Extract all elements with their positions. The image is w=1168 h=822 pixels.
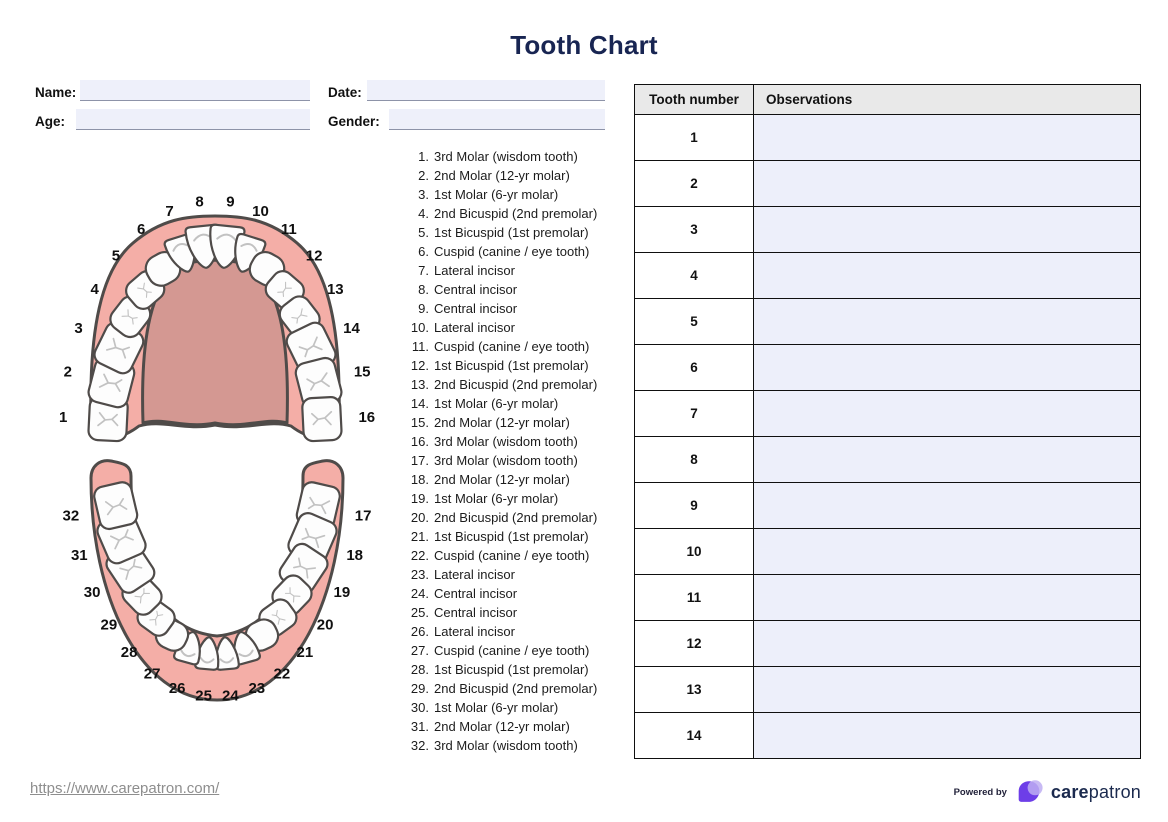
- tooth-key-item: [407, 736, 597, 755]
- tooth-key-number: 29.: [410, 681, 429, 696]
- tooth-key-name: Cuspid (canine / eye tooth): [434, 643, 590, 658]
- brand-wordmark: carepatron: [1050, 781, 1141, 802]
- tooth-key-number: 24.: [410, 586, 429, 601]
- tooth-key-name: 1st Bicuspid (1st premolar): [434, 225, 589, 240]
- tooth-number-label-21: 21: [296, 643, 314, 661]
- tooth-key-number: 30.: [410, 700, 429, 715]
- tooth-key-name: 1st Bicuspid (1st premolar): [434, 662, 589, 677]
- tooth-key-number: 16.: [410, 434, 429, 449]
- tooth-key-item: [407, 508, 597, 527]
- tooth-number-cell: 12: [635, 621, 754, 667]
- carepatron-url-link[interactable]: https://www.carepatron.com/: [30, 780, 220, 797]
- tooth-key-item: [407, 546, 597, 565]
- tooth-number-cell: 13: [635, 667, 754, 713]
- tooth-key-name: Lateral incisor: [434, 263, 515, 278]
- tooth-key-name: Central incisor: [434, 586, 518, 601]
- tooth-number-cell: 1: [635, 115, 754, 161]
- observation-cell[interactable]: [754, 299, 1141, 345]
- tooth-key-number: 26.: [410, 624, 429, 639]
- table-row: [635, 621, 1141, 667]
- age-label: Age:: [35, 114, 65, 129]
- tooth-number-cell: 14: [635, 713, 754, 759]
- upper-arch: [59, 193, 375, 441]
- tooth-key-name: Cuspid (canine / eye tooth): [434, 339, 590, 354]
- tooth-key-item: [407, 356, 597, 375]
- tooth-number-header: Tooth number: [635, 85, 754, 115]
- tooth-number-cell: 11: [635, 575, 754, 621]
- table-header-row: [635, 85, 1141, 115]
- tooth-key-item: [407, 641, 597, 660]
- tooth-key-name: 2nd Molar (12-yr molar): [434, 168, 570, 183]
- tooth-key-item: [407, 261, 597, 280]
- tooth-key-name: 2nd Bicuspid (2nd premolar): [434, 206, 598, 221]
- tooth-number-label-18: 18: [346, 547, 364, 565]
- gender-label: Gender:: [328, 114, 380, 129]
- tooth-key-item: [407, 451, 597, 470]
- tooth-number-label-23: 23: [248, 679, 266, 697]
- tooth-key-item: [407, 280, 597, 299]
- tooth-key-number: 23.: [410, 567, 429, 582]
- tooth-key-name: 2nd Molar (12-yr molar): [434, 472, 570, 487]
- gender-input[interactable]: [389, 109, 605, 130]
- tooth-key-item: [407, 470, 597, 489]
- tooth-key-number: 7.: [418, 263, 429, 278]
- observation-cell[interactable]: [754, 437, 1141, 483]
- tooth-number-label-7: 7: [165, 202, 174, 220]
- tooth-key-item: [407, 565, 597, 584]
- tooth-number-label-13: 13: [326, 280, 344, 298]
- observation-cell[interactable]: [754, 115, 1141, 161]
- observation-cell[interactable]: [754, 575, 1141, 621]
- tooth-key-number: 12.: [410, 358, 429, 373]
- tooth-key-item: [407, 660, 597, 679]
- tooth-key-number: 1.: [418, 149, 429, 164]
- table-row: [635, 391, 1141, 437]
- tooth-number-label-22: 22: [273, 665, 291, 683]
- tooth-key-item: [407, 698, 597, 717]
- observation-cell[interactable]: [754, 391, 1141, 437]
- tooth-key-item: [407, 204, 597, 223]
- tooth-number-label-19: 19: [333, 583, 351, 601]
- tooth-number-label-26: 26: [168, 679, 186, 697]
- tooth-key-number: 2.: [418, 168, 429, 183]
- tooth-key-number: 10.: [410, 320, 429, 335]
- tooth-key-name: Cuspid (canine / eye tooth): [434, 244, 590, 259]
- tooth-key-item: [407, 394, 597, 413]
- tooth-key-number: 20.: [410, 510, 429, 525]
- tooth-key-number: 4.: [418, 206, 429, 221]
- tooth-number-label-31: 31: [70, 547, 88, 565]
- table-row: [635, 299, 1141, 345]
- tooth-diagram: [40, 188, 390, 723]
- tooth-key-number: 15.: [410, 415, 429, 430]
- tooth-key-number: 6.: [418, 244, 429, 259]
- tooth-key-number: 31.: [410, 719, 429, 734]
- tooth-key-name: 2nd Bicuspid (2nd premolar): [434, 510, 598, 525]
- tooth-key-item: [407, 717, 597, 736]
- tooth-key-item: [407, 299, 597, 318]
- tooth-number-label-3: 3: [74, 320, 83, 338]
- tooth-number-cell: 2: [635, 161, 754, 207]
- observation-cell[interactable]: [754, 529, 1141, 575]
- table-row: [635, 437, 1141, 483]
- age-input[interactable]: [76, 109, 310, 130]
- tooth-key-item: [407, 337, 597, 356]
- tooth-key-item: [407, 584, 597, 603]
- tooth-number-label-16: 16: [358, 409, 376, 427]
- name-input[interactable]: [80, 80, 310, 101]
- tooth-number-label-29: 29: [100, 616, 118, 634]
- observation-cell[interactable]: [754, 667, 1141, 713]
- tooth-key-item: [407, 185, 597, 204]
- tooth-number-label-20: 20: [316, 616, 334, 634]
- tooth-number-cell: 3: [635, 207, 754, 253]
- tooth-number-label-1: 1: [59, 409, 68, 427]
- tooth-key-number: 28.: [410, 662, 429, 677]
- tooth-number-label-28: 28: [120, 643, 138, 661]
- tooth-number-cell: 8: [635, 437, 754, 483]
- tooth-key-item: [407, 375, 597, 394]
- tooth-number-cell: 7: [635, 391, 754, 437]
- tooth-number-cell: 10: [635, 529, 754, 575]
- tooth-number-label-15: 15: [353, 363, 371, 381]
- tooth-key-item: [407, 413, 597, 432]
- table-row: [635, 667, 1141, 713]
- table-row: [635, 253, 1141, 299]
- tooth-number-cell: 6: [635, 345, 754, 391]
- tooth-16: [302, 397, 342, 442]
- page-title: Tooth Chart: [510, 30, 658, 60]
- tooth-key-name: 1st Molar (6-yr molar): [434, 396, 559, 411]
- tooth-key-name: 3rd Molar (wisdom tooth): [434, 453, 578, 468]
- tooth-key-name: 1st Molar (6-yr molar): [434, 187, 559, 202]
- tooth-key-item: [407, 489, 597, 508]
- table-row: [635, 575, 1141, 621]
- table-row: [635, 713, 1141, 759]
- tooth-key-name: Central incisor: [434, 301, 518, 316]
- tooth-key-name: 3rd Molar (wisdom tooth): [434, 434, 578, 449]
- tooth-number-label-4: 4: [90, 280, 99, 298]
- tooth-key-number: 25.: [410, 605, 429, 620]
- observation-cell[interactable]: [754, 253, 1141, 299]
- observation-cell[interactable]: [754, 345, 1141, 391]
- tooth-number-cell: 5: [635, 299, 754, 345]
- table-row: [635, 483, 1141, 529]
- tooth-key-item: [407, 432, 597, 451]
- tooth-key-number: 19.: [410, 491, 429, 506]
- table-row: [635, 529, 1141, 575]
- tooth-key-name: 2nd Molar (12-yr molar): [434, 719, 570, 734]
- tooth-number-label-10: 10: [252, 202, 269, 220]
- table-row: [635, 115, 1141, 161]
- tooth-key-item: [407, 166, 597, 185]
- observation-cell[interactable]: [754, 621, 1141, 667]
- tooth-key-name: Central incisor: [434, 282, 518, 297]
- table-row: [635, 207, 1141, 253]
- lower-arch: [63, 461, 372, 705]
- tooth-key-number: 17.: [410, 453, 429, 468]
- tooth-number-label-12: 12: [305, 247, 323, 265]
- tooth-key-name: Lateral incisor: [434, 624, 515, 639]
- tooth-key-name: 2nd Molar (12-yr molar): [434, 415, 570, 430]
- observations-header: Observations: [754, 85, 1141, 115]
- tooth-key-name: 3rd Molar (wisdom tooth): [434, 149, 578, 164]
- table-row: [635, 345, 1141, 391]
- tooth-32: [92, 480, 139, 530]
- carepatron-logo-icon: [1014, 777, 1044, 807]
- tooth-key-item: [407, 527, 597, 546]
- tooth-key-number: 22.: [410, 548, 429, 563]
- tooth-key-item: [407, 679, 597, 698]
- tooth-number-label-24: 24: [222, 687, 239, 705]
- tooth-key-number: 8.: [418, 282, 429, 297]
- tooth-number-label-5: 5: [111, 247, 121, 265]
- tooth-key-name: 2nd Bicuspid (2nd premolar): [434, 377, 598, 392]
- tooth-key-name: Lateral incisor: [434, 567, 515, 582]
- observation-cell[interactable]: [754, 207, 1141, 253]
- tooth-key-number: 14.: [410, 396, 429, 411]
- tooth-key-name: 2nd Bicuspid (2nd premolar): [434, 681, 598, 696]
- tooth-number-label-30: 30: [83, 583, 101, 601]
- observation-cell[interactable]: [754, 713, 1141, 759]
- tooth-key-number: 5.: [418, 225, 429, 240]
- tooth-number-label-2: 2: [63, 363, 72, 381]
- tooth-key-item: [407, 147, 597, 166]
- tooth-key-item: [407, 223, 597, 242]
- tooth-key-number: 13.: [410, 377, 429, 392]
- tooth-key-name: 1st Molar (6-yr molar): [434, 491, 559, 506]
- date-input[interactable]: [367, 80, 605, 101]
- tooth-number-label-14: 14: [343, 320, 360, 338]
- tooth-key-number: 21.: [410, 529, 429, 544]
- tooth-key-list: [407, 147, 597, 755]
- powered-by-brand: [954, 776, 1141, 808]
- tooth-number-cell: 4: [635, 253, 754, 299]
- tooth-key-number: 27.: [410, 643, 429, 658]
- tooth-key-number: 32.: [410, 738, 429, 753]
- tooth-key-item: [407, 622, 597, 641]
- tooth-key-number: 3.: [418, 187, 429, 202]
- tooth-number-label-32: 32: [62, 507, 80, 525]
- tooth-number-label-9: 9: [226, 193, 235, 211]
- tooth-number-label-27: 27: [143, 665, 161, 683]
- observation-cell[interactable]: [754, 161, 1141, 207]
- tooth-key-item: [407, 242, 597, 261]
- observation-cell[interactable]: [754, 483, 1141, 529]
- tooth-key-name: 1st Bicuspid (1st premolar): [434, 358, 589, 373]
- tooth-number-cell: 9: [635, 483, 754, 529]
- date-label: Date:: [328, 85, 362, 100]
- tooth-key-item: [407, 318, 597, 337]
- tooth-number-label-6: 6: [137, 220, 146, 238]
- table-row: [635, 161, 1141, 207]
- tooth-number-label-11: 11: [280, 220, 297, 238]
- tooth-key-name: Lateral incisor: [434, 320, 515, 335]
- tooth-key-number: 9.: [418, 301, 429, 316]
- tooth-number-label-17: 17: [354, 507, 372, 525]
- tooth-key-number: 11.: [411, 339, 429, 354]
- observations-table: [634, 84, 1141, 759]
- powered-by-label: Powered by: [953, 786, 1007, 798]
- tooth-key-name: 1st Bicuspid (1st premolar): [434, 529, 589, 544]
- tooth-key-name: Central incisor: [434, 605, 518, 620]
- tooth-key-name: 3rd Molar (wisdom tooth): [434, 738, 578, 753]
- tooth-key-number: 18.: [410, 472, 429, 487]
- tooth-number-label-25: 25: [195, 687, 212, 705]
- name-label: Name:: [35, 85, 77, 100]
- tooth-key-item: [407, 603, 597, 622]
- tooth-key-name: 1st Molar (6-yr molar): [434, 700, 559, 715]
- tooth-key-name: Cuspid (canine / eye tooth): [434, 548, 590, 563]
- tooth-number-label-8: 8: [195, 193, 204, 211]
